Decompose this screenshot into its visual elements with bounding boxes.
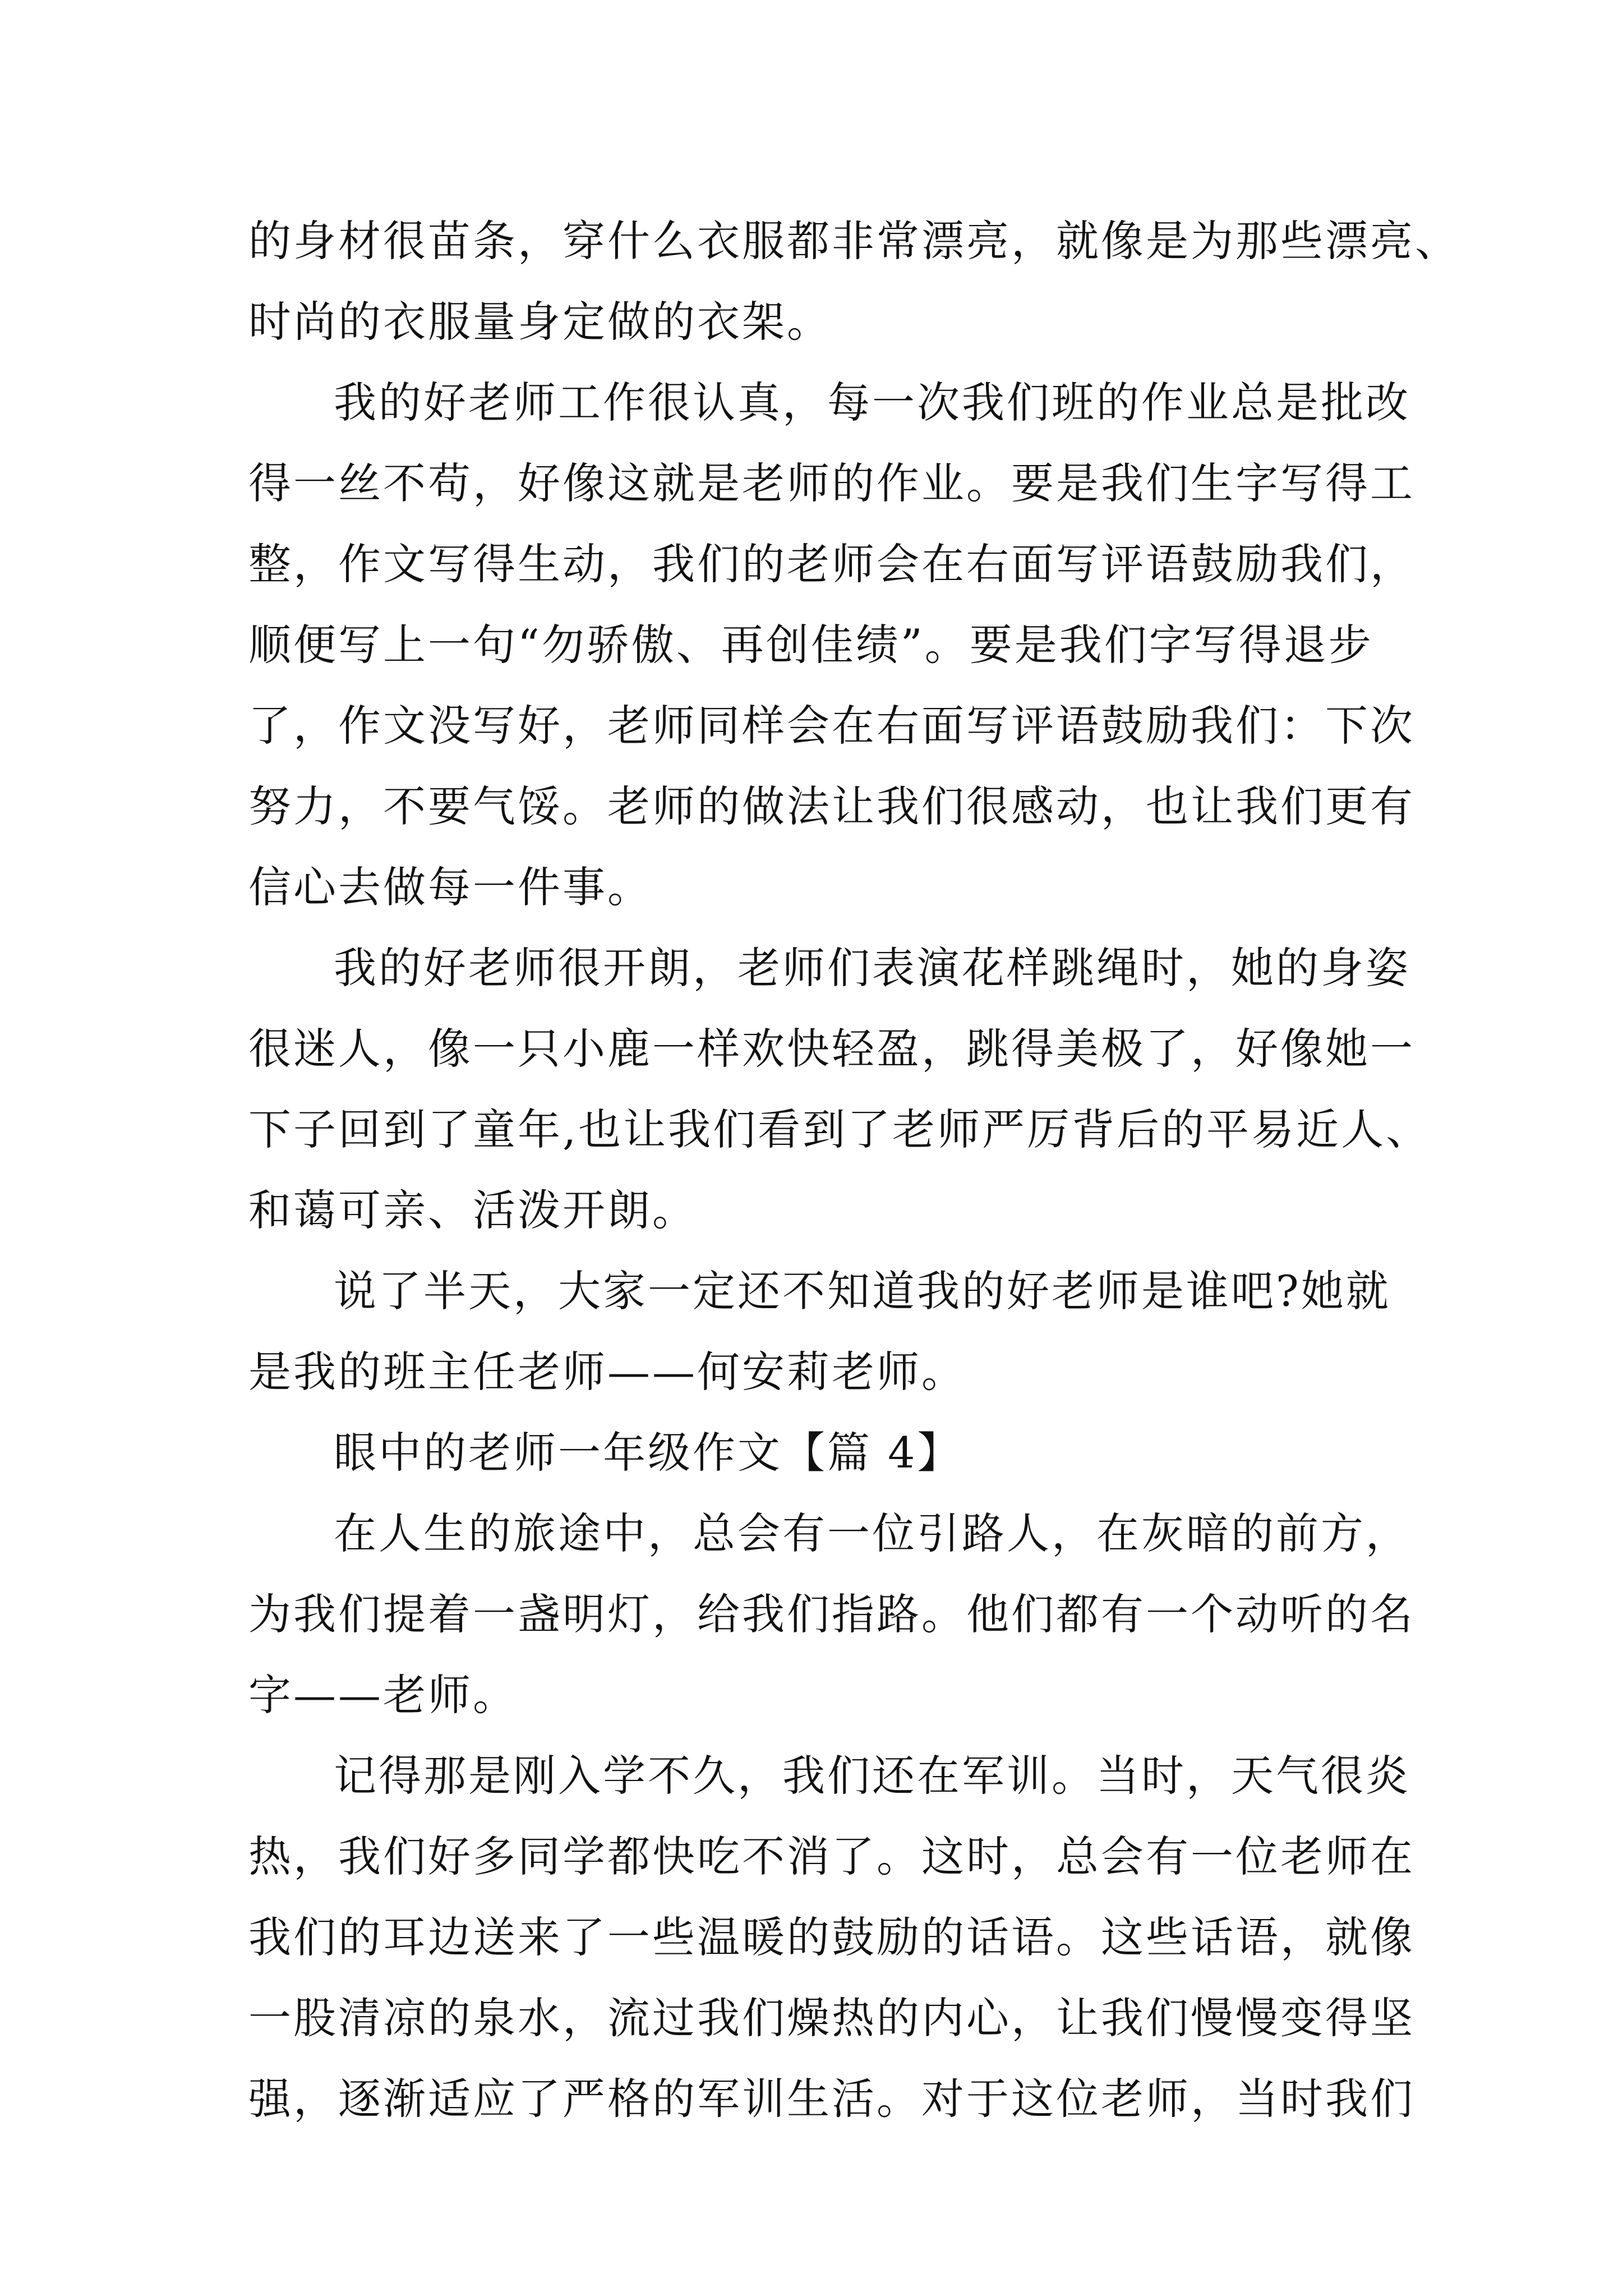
text-line: 说了半天，大家一定还不知道我的好老师是谁吧?她就 — [334, 1266, 1391, 1316]
text-line: 下子回到了童年,也让我们看到了老师严厉背后的平易近人、 — [248, 1105, 1431, 1154]
paragraph-5 — [248, 1493, 1415, 1736]
paragraph-3 — [248, 928, 1431, 1251]
text-line: 得一丝不苟，好像这就是老师的作业。要是我们生字写得工 — [248, 458, 1415, 508]
text-line: 强，逐渐适应了严格的军训生活。对于这位老师，当时我们 — [248, 2074, 1415, 2124]
text-line: 是我的班主任老师——何安莉老师。 — [248, 1347, 966, 1397]
text-line: 整，作文写得生动，我们的老师会在右面写评语鼓励我们， — [248, 539, 1415, 589]
text-line: 了，作文没写好，老师同样会在右面写评语鼓励我们：下次 — [248, 701, 1415, 751]
heading-text: 眼中的老师一年级作文【篇 4】 — [334, 1428, 962, 1478]
text-line: 在人生的旅途中，总会有一位引路人，在灰暗的前方， — [334, 1508, 1410, 1558]
text-line: 我们的耳边送来了一些温暖的鼓励的话语。这些话语，就像 — [248, 1912, 1415, 1962]
paragraph-4 — [248, 1251, 1395, 1412]
text-line: 热，我们好多同学都快吃不消了。这时，总会有一位老师在 — [248, 1832, 1415, 1881]
paragraph-1 — [248, 201, 1460, 362]
text-line: 为我们提着一盏明灯，给我们指路。他们都有一个动听的名 — [248, 1589, 1415, 1639]
text-line: 很迷人，像一只小鹿一样欢快轻盈，跳得美极了，好像她一 — [248, 1024, 1415, 1074]
text-line: 顺便写上一句“勿骄傲、再创佳绩”。要是我们字写得退步 — [248, 620, 1373, 670]
document-body — [248, 201, 1460, 2139]
text-line: 的身材很苗条，穿什么衣服都非常漂亮，就像是为那些漂亮、 — [248, 216, 1460, 266]
text-line: 我的好老师工作很认真，每一次我们班的作业总是批改 — [334, 378, 1410, 427]
paragraph-2 — [248, 362, 1415, 928]
text-line: 信心去做每一件事。 — [248, 862, 652, 912]
text-line: 努力，不要气馁。老师的做法让我们很感动，也让我们更有 — [248, 781, 1415, 831]
text-line: 一股清凉的泉水，流过我们燥热的内心，让我们慢慢变得坚 — [248, 1993, 1415, 2043]
section-heading — [248, 1412, 1395, 1493]
text-line: 时尚的衣服量身定做的衣架。 — [248, 297, 832, 347]
paragraph-6 — [248, 1736, 1415, 2139]
text-line: 字——老师。 — [248, 1670, 518, 1720]
text-line: 我的好老师很开朗，老师们表演花样跳绳时，她的身姿 — [334, 943, 1410, 993]
text-line: 记得那是刚入学不久，我们还在军训。当时，天气很炎 — [334, 1751, 1410, 1801]
text-line: 和蔼可亲、活泼开朗。 — [248, 1185, 697, 1235]
